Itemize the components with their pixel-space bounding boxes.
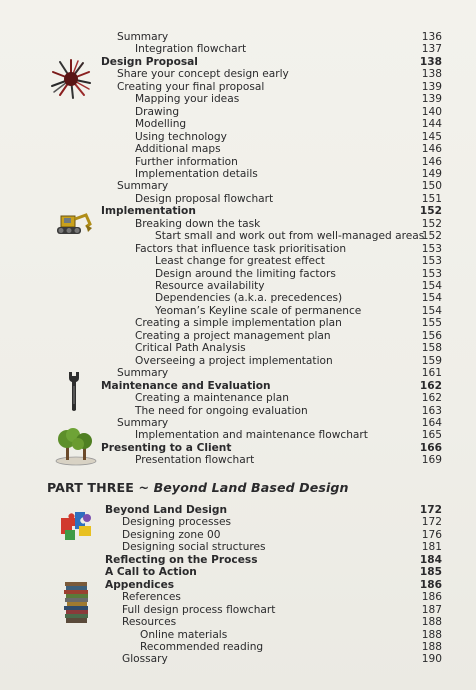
toc-entry-title: Reflecting on the Process — [105, 553, 258, 566]
toc-entry-title: Overseeing a project implementation — [135, 354, 333, 367]
toc-entry-title: Summary — [117, 31, 169, 43]
toc-entry-page-number: 188 — [421, 628, 442, 641]
toc-entry-title: Implementation — [101, 205, 196, 218]
book-stack-icon — [63, 580, 91, 626]
toc-entry-page-number: 154 — [421, 304, 442, 317]
toc-entry-page-number: 139 — [421, 93, 442, 106]
toc-entry-page-number: 186 — [419, 578, 442, 591]
trees-icon — [54, 424, 98, 466]
toc-entry-title: Resources — [122, 616, 177, 629]
toc-entry-page-number: 161 — [421, 367, 442, 380]
toc-entry-title: Online materials — [140, 628, 228, 641]
toc-entry-page-number: 137 — [421, 43, 442, 56]
toc-entry-page-number: 162 — [419, 379, 442, 392]
toc-entry — [0, 317, 476, 330]
toc-entry-page-number: 165 — [421, 429, 442, 442]
toc-entry-page-number: 172 — [419, 504, 442, 516]
toc-entry-title: Critical Path Analysis — [135, 342, 246, 355]
toc-entry — [0, 280, 476, 293]
toc-entry-title: Creating a simple implementation plan — [135, 317, 342, 330]
toc-entry-page-number: 152 — [421, 217, 442, 230]
toc-entry — [0, 31, 476, 44]
toc-entry-title: Presentation flowchart — [135, 454, 255, 467]
toc-entry-page-number: 152 — [419, 205, 442, 218]
toc-entry-page-number: 136 — [421, 31, 442, 43]
toc-entry-title: Integration flowchart — [135, 43, 247, 56]
toc-entry-title: Additional maps — [135, 143, 221, 156]
toc-entry — [0, 268, 476, 281]
toc-entry — [0, 168, 476, 181]
toc-entry — [0, 554, 476, 567]
toc-entry-page-number: 181 — [421, 541, 442, 554]
toc-entry-page-number: 138 — [419, 55, 442, 68]
toc-entry — [0, 156, 476, 169]
toc-entry-page-number: 190 — [421, 653, 442, 666]
toc-entry — [0, 330, 476, 343]
toc-entry-title: Designing social structures — [122, 541, 266, 554]
toc-entry-page-number: 144 — [421, 118, 442, 131]
toc-entry-title: Yeoman’s Keyline scale of permanence — [155, 304, 362, 317]
toc-entry-title: Recommended reading — [140, 640, 264, 653]
toc-entry-title: A Call to Action — [105, 566, 197, 579]
toc-entry-title: Design Proposal — [101, 55, 198, 68]
toc-entry-title: Modelling — [135, 118, 187, 131]
toc-entry-page-number: 172 — [421, 516, 442, 529]
toc-entry-page-number: 149 — [421, 167, 442, 180]
toc-entry-page-number: 156 — [421, 329, 442, 342]
toc-entry-title: Start small and work out from well-managed areas — [155, 230, 425, 243]
toc-entry-title: Glossary — [122, 653, 168, 666]
toc-entry-page-number: 158 — [421, 342, 442, 355]
part-three-title: Beyond Land Based Design — [153, 480, 349, 495]
toc-entry-title: References — [122, 591, 181, 604]
part-three-label: PART THREE ~ — [47, 480, 154, 495]
toc-entry-title: Full design process flowchart — [122, 603, 276, 616]
toc-entry — [0, 143, 476, 156]
toc-entry-title: Summary — [117, 180, 169, 193]
toc-entry — [0, 180, 476, 193]
toc-entry — [0, 118, 476, 131]
toc-entry-title: Resource availability — [155, 280, 265, 292]
toc-entry-page-number: 187 — [421, 603, 442, 616]
toc-entry — [0, 292, 476, 305]
toc-entry-title: Least change for greatest effect — [155, 255, 325, 268]
toc-entry-title: Presenting to a Client — [101, 441, 232, 454]
toc-entry — [0, 653, 476, 666]
toc-entry-page-number: 176 — [421, 528, 442, 541]
toc-entry-page-number: 162 — [421, 392, 442, 405]
toc-entry-title: The need for ongoing evaluation — [135, 404, 308, 417]
toc-entry-page-number: 154 — [421, 292, 442, 305]
excavator-icon — [53, 210, 93, 238]
toc-entry — [0, 131, 476, 144]
toc-entry — [0, 193, 476, 206]
toc-entry-title: Summary — [117, 367, 169, 380]
toc-entry-page-number: 139 — [421, 80, 442, 93]
toc-entry-page-number: 140 — [421, 105, 442, 118]
toc-entry-title: Design proposal flowchart — [135, 192, 274, 205]
toc-entry-page-number: 164 — [421, 416, 442, 429]
toc-entry-title: Breaking down the task — [135, 217, 261, 230]
puzzle-pieces-icon — [57, 508, 97, 544]
toc-entry-page-number: 154 — [421, 280, 442, 292]
toc-entry-title: Mapping your ideas — [135, 93, 240, 106]
toc-entry-page-number: 150 — [421, 180, 442, 193]
toc-entry-page-number: 153 — [421, 267, 442, 280]
part-three-heading — [47, 480, 349, 495]
toc-entry-title: Drawing — [135, 105, 180, 118]
toc-entry-page-number: 166 — [419, 441, 442, 454]
toc-entry-page-number: 153 — [421, 242, 442, 255]
toc-entry-page-number: 188 — [421, 616, 442, 629]
toc-entry-page-number: 163 — [421, 404, 442, 417]
toc-entry-title: Creating a maintenance plan — [135, 392, 289, 405]
toc-entry-title: Maintenance and Evaluation — [101, 379, 271, 392]
toc-entry-title: Further information — [135, 155, 238, 168]
toc-entry — [0, 355, 476, 368]
toc-entry-page-number: 159 — [421, 354, 442, 367]
toc-entry-page-number: 169 — [421, 454, 442, 467]
toc-entry-title: Factors that influence task prioritisation — [135, 242, 347, 255]
toc-entry — [0, 342, 476, 355]
toc-entry — [0, 629, 476, 642]
toc-entry-page-number: 188 — [421, 640, 442, 653]
toc-entry-title: Beyond Land Design — [105, 504, 228, 516]
toc-entry-title: Designing zone 00 — [122, 528, 221, 541]
toc-entry-title: Designing processes — [122, 516, 232, 529]
toc-entry-title: Design around the limiting factors — [155, 267, 336, 280]
spiky-ball-icon — [50, 58, 92, 100]
toc-entry-title: Using technology — [135, 130, 227, 143]
toc-entry — [0, 641, 476, 654]
toc-entry-title: Implementation details — [135, 167, 258, 180]
toc-entry-page-number: 185 — [419, 566, 442, 579]
toc-entry-title: Summary — [117, 416, 169, 429]
wrench-icon — [66, 370, 82, 412]
toc-entry — [0, 43, 476, 56]
toc-entry-title: Appendices — [105, 578, 175, 591]
toc-entry — [0, 243, 476, 256]
toc-entry-page-number: 152 — [421, 230, 442, 243]
toc-entry-title: Implementation and maintenance flowchart — [135, 429, 368, 442]
toc-entry-page-number: 146 — [421, 143, 442, 156]
toc-entry-title: Dependencies (a.k.a. precedences) — [155, 292, 343, 305]
toc-entry — [0, 305, 476, 318]
toc-entry — [0, 106, 476, 119]
toc-entry-page-number: 155 — [421, 317, 442, 330]
toc-entry-page-number: 153 — [421, 255, 442, 268]
toc-entry-page-number: 145 — [421, 130, 442, 143]
toc-entry-title: Creating your final proposal — [117, 80, 265, 93]
toc-entry — [0, 255, 476, 268]
toc-entry — [0, 566, 476, 579]
toc-entry-page-number: 184 — [419, 553, 442, 566]
toc-entry-page-number: 151 — [421, 192, 442, 205]
toc-entry-page-number: 138 — [421, 68, 442, 81]
toc-entry-title: Share your concept design early — [117, 68, 289, 81]
toc-entry-title: Creating a project management plan — [135, 329, 331, 342]
toc-entry-page-number: 186 — [421, 591, 442, 604]
toc-entry-page-number: 146 — [421, 155, 442, 168]
